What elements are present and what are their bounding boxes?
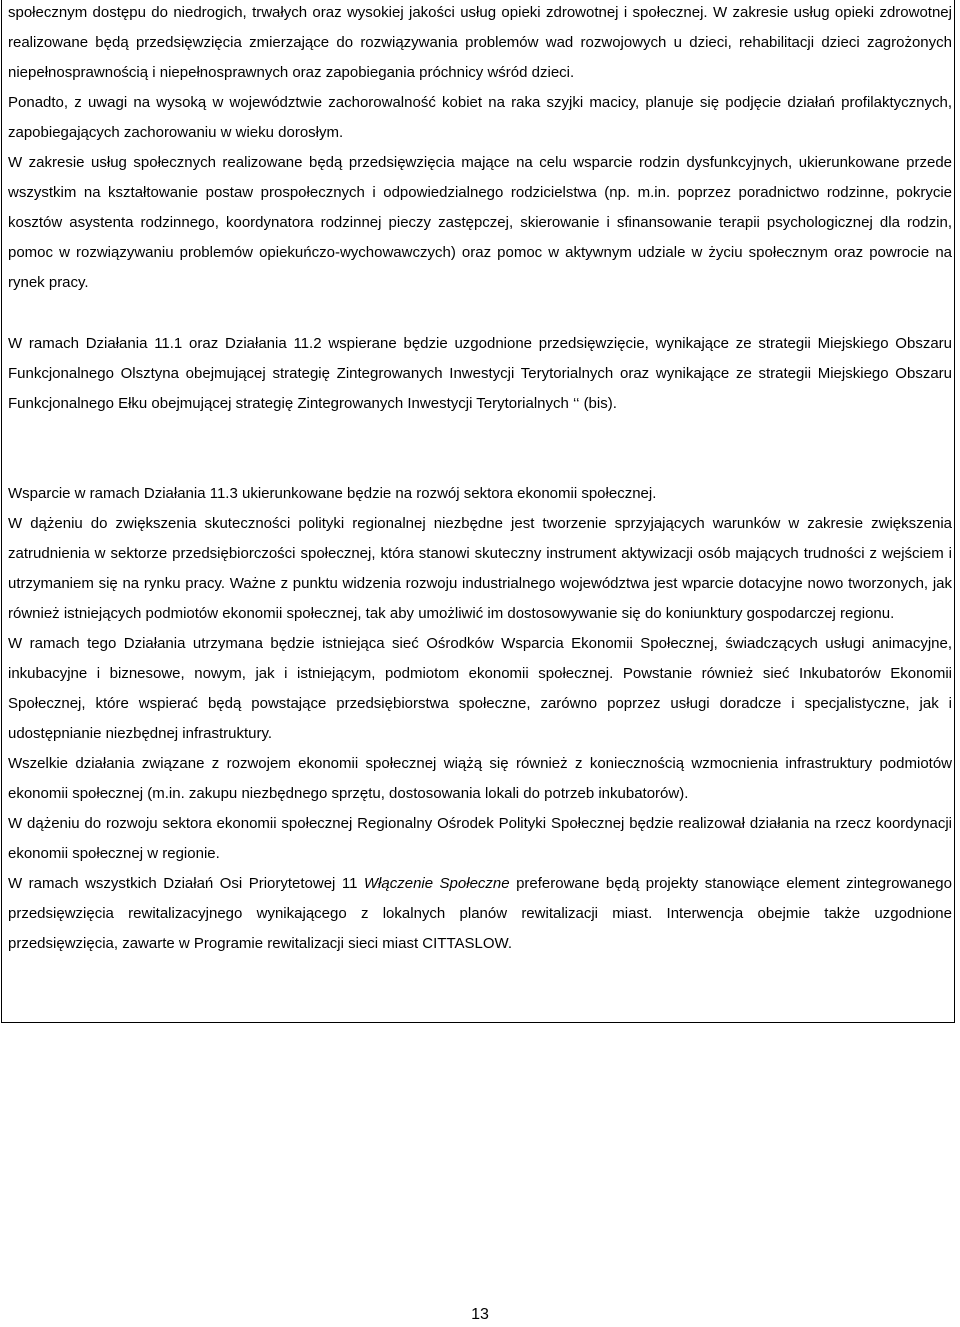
revitalization-text-start: W ramach wszystkich Działań Osi Priorytetowej 11 — [8, 875, 364, 892]
text-section-action-11-3 — [8, 479, 952, 959]
paragraph-integrated-territorial-investments: W ramach Działania 11.1 oraz Działania 11.2 wspierane będzie uzgodnione przedsięwzięcie, wynikające ze strategii Miejskiego Obszaru Funkcjonalnego Olsztyna obejmującej strategię Zintegrowanych Inwestycji Terytorialnych oraz wynikające ze strategii Miejskiego Obszaru Funkcjonalnego Ełku obejmującej strategię Zintegrowanych Inwestycji Terytorialnych ‘‘ (bis). — [8, 335, 952, 412]
paragraph-social-entrepreneurship: W dążeniu do zwiększenia skuteczności polityki regionalnej niezbędne jest tworzenie sprzyjających warunków w zakresie zwiększenia zatrudnienia w sektorze przedsiębiorczości społecznej, która stanowi skuteczny instrument aktywizacji osób mających trudności z wejściem i utrzymaniem się na rynku pracy. Ważne z punktu widzenia rozwoju industrialnego województwa jest wparcie dotacyjne nowo tworzonych, jak również istniejących podmiotów ekonomii społecznej, tak aby umożliwić im dostosowywanie się do koniunktury gospodarczej regionu. — [8, 515, 952, 622]
paragraph-revitalization — [8, 869, 952, 959]
paragraph-support-centres-network: W ramach tego Działania utrzymana będzie istniejąca sieć Ośrodków Wsparcia Ekonomii Społecznej, świadczących usługi animacyjne, inkubacyjne i biznesowe, nowym, jak i istniejącym, podmiotom ekonomii społecznej. Powstanie również sieć Inkubatorów Ekonomii Społecznej, które wspierać będą powstające przedsiębiorstwa społeczne, zarówno poprzez usługi doradcze i specjalistyczne, jak i udostępnianie niezbędnej infrastruktury. — [8, 635, 952, 742]
revitalization-text-end: preferowane będą projekty stanowiące element zintegrowanego przedsięwzięcia rewitalizacyjnego wynikającego z lokalnych planów rewitalizacji miast. Interwencja obejmie także uzgodnione przedsięwzięcia, zawarte w Programie rewitalizacji sieci miast CITTASLOW. — [8, 875, 952, 952]
text-section-health-social-services — [8, 0, 952, 298]
paragraph-health-care: społecznym dostępu do niedrogich, trwałych oraz wysokiej jakości usług opieki zdrowotnej i społecznej. W zakresie usług opieki zdrowotnej realizowane będą przedsięwzięcia zmierzające do rozwiązywania problemów wad rozwojowych u dzieci, rehabilitacji dzieci zagrożonych niepełnosprawnością i niepełnosprawnych oraz zapobiegania próchnicy wśród dzieci. — [8, 4, 952, 81]
paragraph-regional-coordination: W dążeniu do rozwoju sektora ekonomii społecznej Regionalny Ośrodek Polityki Społecznej będzie realizował działania na rzecz koordynacji ekonomii społecznej w regionie. — [8, 815, 952, 862]
text-section-actions-11-1-11-2 — [8, 329, 952, 419]
paragraph-action-11-3-intro: Wsparcie w ramach Działania 11.3 ukierunkowane będzie na rozwój sektora ekonomii społecznej. — [8, 485, 657, 502]
paragraph-cervical-cancer-prevention: Ponadto, z uwagi na wysoką w województwie zachorowalność kobiet na raka szyjki macicy, planuje się podjęcie działań profilaktycznych, zapobiegających zachorowaniu w wieku dorosłym. — [8, 94, 952, 141]
paragraph-infrastructure: Wszelkie działania związane z rozwojem ekonomii społecznej wiążą się również z koniecznością wzmocnienia infrastruktury podmiotów ekonomii społecznej (m.in. zakupu niezbędnego sprzętu, dostosowania lokali do potrzeb inkubatorów). — [8, 755, 952, 802]
priority-axis-name: Włączenie Społeczne — [363, 875, 510, 892]
page-number: 13 — [471, 1306, 489, 1323]
paragraph-social-services: W zakresie usług społecznych realizowane będą przedsięwzięcia mające na celu wsparcie rodzin dysfunkcyjnych, ukierunkowane przede wszystkim na kształtowanie postaw prospołecznych i odpowiedzialnego rodzicielstwa (np. m.in. poprzez poradnictwo rodzinne, pokrycie kosztów asystenta rodzinnego, koordynatora rodzinnej pieczy zastępczej, skierowanie i sfinansowanie terapii psychologicznej dla rodzin, pomoc w rozwiązywaniu problemów opiekuńczo-wychowawczych) oraz pomoc w aktywnym udziale w życiu społecznym oraz powrocie na rynek pracy. — [8, 154, 952, 291]
